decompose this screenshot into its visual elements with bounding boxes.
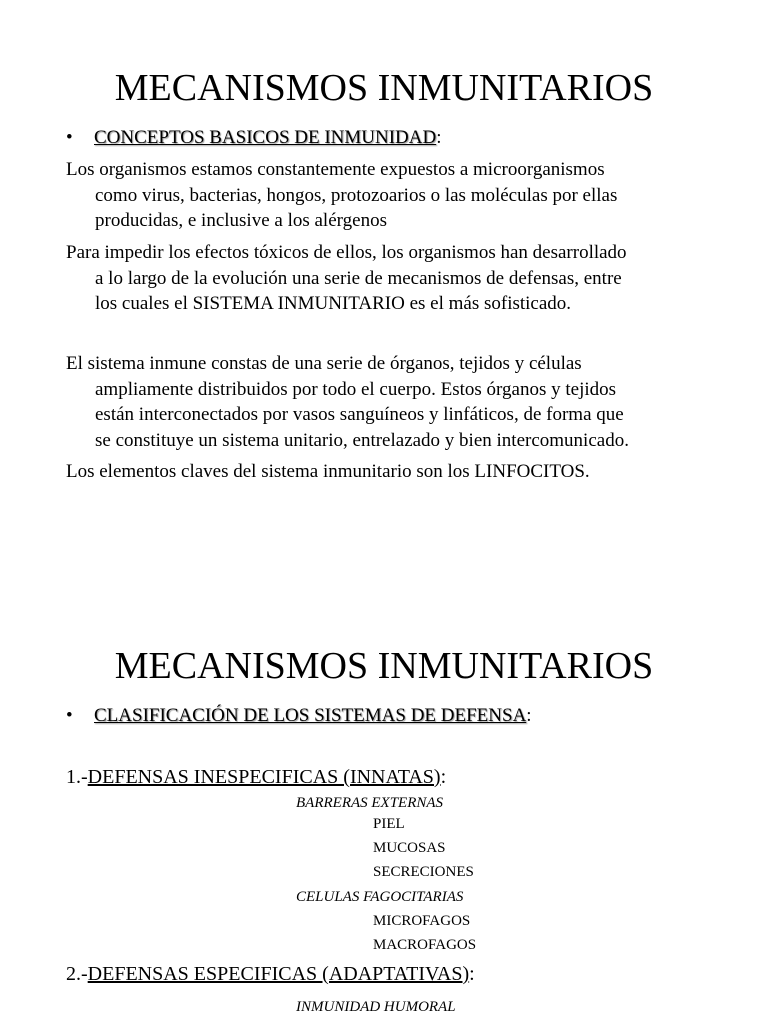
paragraph-line: Los elementos claves del sistema inmunitario son los LINFOCITOS. [66, 461, 590, 482]
list-item: MUCOSAS [373, 840, 446, 856]
paragraph-line: Los organismos estamos constantemente expuestos a microorganismos [66, 159, 605, 180]
section-suffix: : [440, 766, 447, 788]
paragraph-immune-system [66, 351, 746, 453]
section-number: 2.- [66, 963, 88, 985]
paragraph-line: se constituye un sistema unitario, entrelazado y bien intercomunicado. [95, 429, 629, 451]
paragraph-line: ampliamente distribuidos por todo el cuerpo. Estos órganos y tejidos [95, 378, 617, 400]
list-item: MACROFAGOS [373, 937, 477, 953]
category-phagocytic-cells: CELULAS FAGOCITARIAS [296, 889, 464, 905]
section-innate-defenses [66, 765, 446, 789]
category-humoral-immunity: INMUNIDAD HUMORAL [296, 999, 456, 1015]
paragraph-line: los cuales el SISTEMA INMUNITARIO es el más sofisticado. [95, 293, 572, 314]
paragraph-line: a lo largo de la evolución una serie de mecanismos de defensas, entre [95, 267, 622, 289]
slide1-title: MECANISMOS INMUNITARIOS [114, 67, 654, 109]
section-adaptive-defenses [66, 962, 475, 986]
paragraph-lymphocytes [66, 459, 746, 485]
slide1-bullet-text: CONCEPTOS BASICOS DE INMUNIDAD [94, 127, 437, 148]
slide2-bullet-suffix: : [526, 705, 532, 726]
list-item: MICROFAGOS [373, 913, 471, 929]
slide1-bullet [66, 126, 442, 150]
slide2-title: MECANISMOS INMUNITARIOS [114, 645, 654, 687]
paragraph-line: como virus, bacterias, hongos, protozoarios o las moléculas por ellas [95, 184, 618, 206]
paragraph-line: están interconectados por vasos sanguíneos y linfáticos, de forma que [95, 404, 624, 425]
slide1-bullet-suffix: : [436, 127, 442, 148]
category-external-barriers: BARRERAS EXTERNAS [296, 795, 444, 811]
list-item: SECRECIONES [373, 864, 474, 880]
paragraph-line: Para impedir los efectos tóxicos de ellos, los organismos han desarrollado [66, 242, 627, 263]
section-suffix: : [469, 963, 475, 985]
list-item: PIEL [373, 816, 405, 832]
section-label: DEFENSAS ESPECIFICAS (ADAPTATIVAS) [87, 963, 470, 985]
section-label: DEFENSAS INESPECIFICAS (INNATAS) [87, 766, 441, 788]
bullet-icon: • [66, 127, 73, 148]
bullet-icon: • [66, 705, 73, 726]
paragraph-line: producidas, e inclusive a los alérgenos [95, 210, 387, 231]
slide2-bullet [66, 704, 532, 728]
slide2-bullet-text: CLASIFICACIÓN DE LOS SISTEMAS DE DEFENSA [94, 705, 527, 726]
section-number: 1.- [66, 766, 88, 788]
paragraph-line: El sistema inmune constas de una serie de órganos, tejidos y células [66, 353, 582, 374]
paragraph-exposure [66, 157, 746, 234]
paragraph-defenses [66, 240, 746, 317]
